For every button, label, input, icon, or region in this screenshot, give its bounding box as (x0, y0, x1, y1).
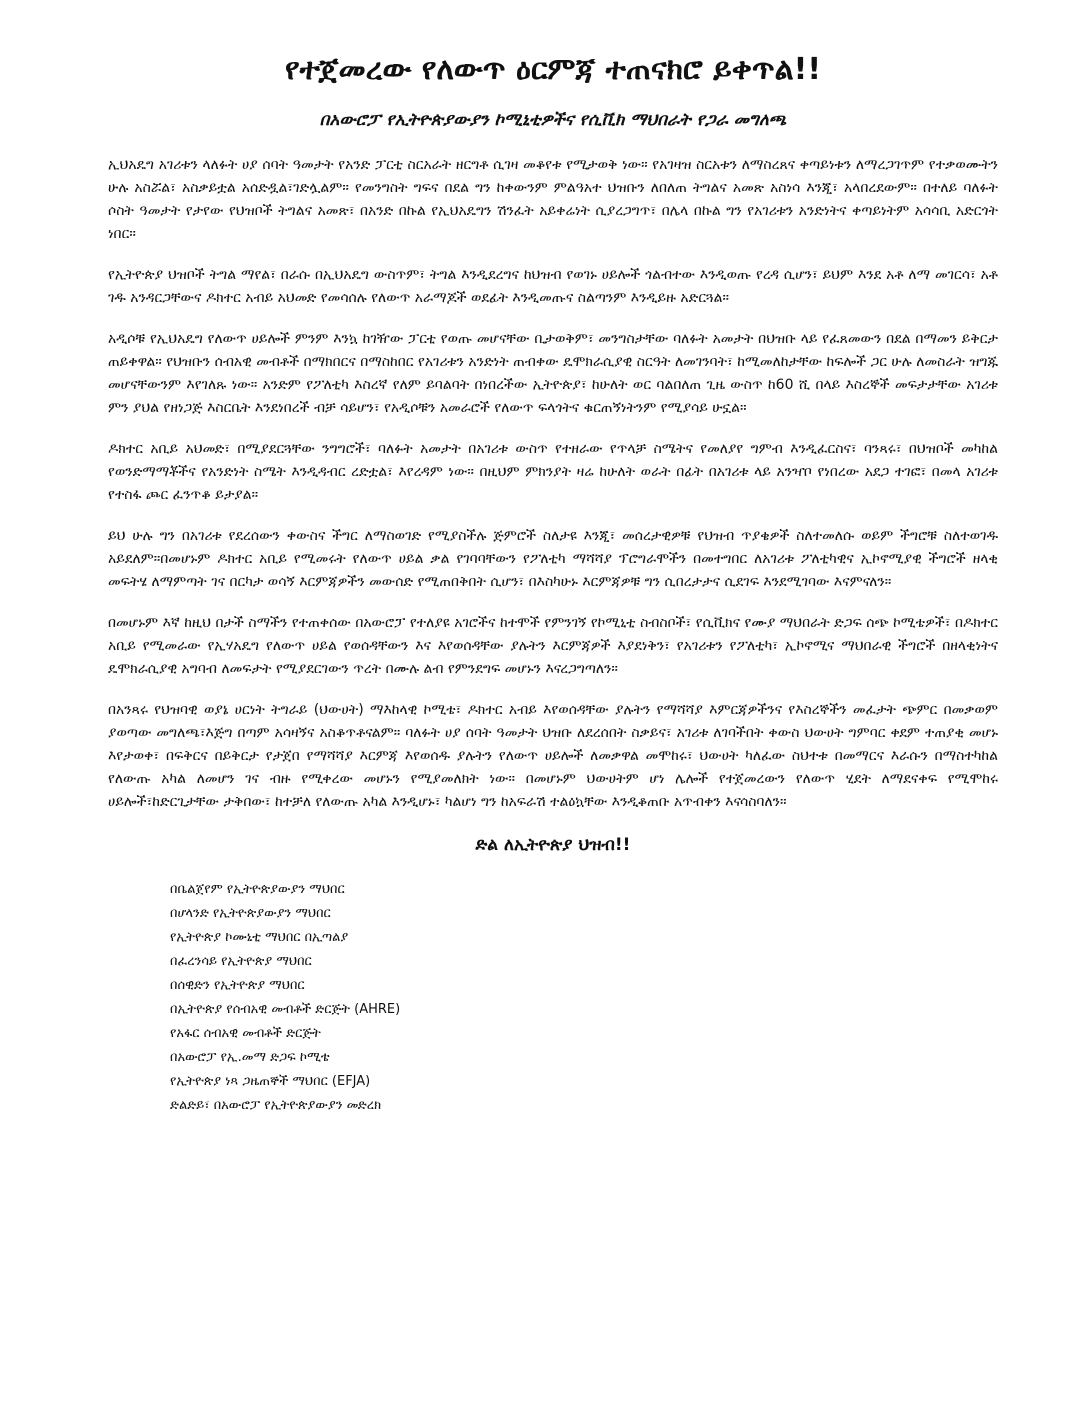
signatory-item: ድልድይ፣ በአውሮፓ የኢትዮጵያውያን መድረክ (170, 1098, 382, 1113)
signatory-item: የአፋር ሰብአዊ መብቶች ድርጅት (170, 1026, 321, 1041)
paragraph-6: በመሆኑም እኛ ከዚህ በታች ስማችን የተጠቀሰው በአውሮፓ የተለያዩ አገሮችና ከተሞች የምንገኝ የኮሚኒቲ ስብስቦች፣ የሲቪክና የሙያ ማህበራት ድጋፍ ሰጭ ኮሚቴዎች፣ በዶክተር አቢይ የሚመራው የኢሃአዴግ የለውጥ ሀይል የወሰዳቸውን እና እየወሰዳቸው ያሉትን እርምጃዎች እያደነቅን፣ የአገሪቱን የፖለቲካ፣ ኢኮኖሚና ማህበራዊ ችግሮች በዘላቂነትና ዴሞክራሲያዊ አግባብ ለመፍታት የሚያደርገውን ጥረት በሙሉ ልብ የምንደግፍ መሆኑን እናረጋግጣለን። (108, 615, 998, 677)
signatory-item: በቤልጀየም የኢትዮጵያውያን ማህበር (170, 882, 345, 897)
signatory-list (108, 878, 998, 1118)
signatory-item: በሆላንድ የኢትዮጵያውያን ማህበር (170, 906, 331, 921)
signatory-item: በአውሮፓ የኢ.መማ ድጋፍ ኮሚቴ (170, 1050, 330, 1065)
paragraph-2: የኢትዮጵያ ህዝቦች ትግል ማየል፣ በራሱ በኢህአዴግ ውስጥም፣ ትግል እንዲደረግና ከህዝብ የወገኑ ሀይሎች ጎልብተው እንዲወጡ የረዳ ሲሆን፣ ይህም እንደ አቶ ለማ መገርሳ፣ አቶ ገዱ አንዳርጋቸውና ዶክተር አብይ አህመድ የመሳሰሉ የለውጥ አራማጆች ወደፊት እንዲመጡና ስልጣንም እንዲይዙ አድርጓል። (108, 267, 998, 306)
signatory-item: በኢትዮጵያ የሰብአዊ መብቶች ድርጅት (AHRE) (170, 1002, 401, 1017)
paragraph-5: ይህ ሁሉ ግን በአገሪቱ የደረሰውን ቀውስና ችግር ለማስወገድ የሚያስችሉ ጅምሮች ስለታዩ እንጂ፣ መሰረታዊዎቹ የህዝብ ጥያቄዎች ስለተመለሱ ወይም ችግሮቹ ስለተወገዱ አይደለም።በመሆኑም ዶክተር አቢይ የሚመሩት የለውጥ ሀይል ቃል የገባባቸውን የፖለቲካ ማሻሻያ ፕሮግራሞችን በመተግበር ለአገሪቱ ፖለቲካዊና ኢኮኖሚያዊ ችግሮች ዘላቂ መፍትሄ ለማምጣት ገና በርካታ ወሳኝ እርምጃዎችን መውሰድ የሚጠበቅበት ሲሆን፣ በእስካሁኑ እርምጃዎቹ ግን ሲበረታታና ሲደገፍ እንደሚገባው እናምናለን። (108, 528, 998, 590)
closing-slogan: ድል ለኢትዮጵያ ህዝብ!! (475, 835, 631, 855)
page-subtitle: በአውሮፓ የኢትዮጵያውያን ኮሚኒቲዎችና የሲቪክ ማህበራት የጋራ መግለጫ (319, 110, 787, 130)
paragraph-1: ኢህአዴግ አገሪቱን ላለፉት ሀያ ሰባት ዓመታት የአንድ ፓርቲ ስርአራት ዘርግቶ ሲገዛ መቆየቱ የሚታወቅ ነው። የአገዛዝ ስርአቱን ለማስረጸና ቀጣይነቱን ለማረጋገጥም የተቃወሙትን ሁሉ አስሯል፣ አስቃይቷል አሰድዷል፣ገድሏልም። የመንግስት ግፍና በደል ግን ከቀውንም ምልዓአተ ህዝቡን ለበለጠ ትግልና አመጽ አስነሳ እንጂ፣ አላበረደውም። በተለይ ባለፉት ሶስት ዓመታት የታየው የህዝቦች ትግልና አመጽ፣ በአንድ በኩል የኢህአዴግን ሽንፈት አይቀሬነት ሲያረጋግጥ፣ በሌላ በኩል ግን የአገሪቱን አንድነትና ቀጣይነትም አሳሳቢ አድርጎት ነበር። (108, 157, 998, 242)
signatory-item: የኢትዮጵያ ኮሙኒቲ ማህበር በኢጣልያ (170, 930, 349, 945)
page-title: የተጀመረው የለውጥ ዕርምጃ ተጠናክሮ ይቀጥል!! (284, 52, 822, 87)
signatory-item: በሰዊድን የኢትዮጵያ ማህበር (170, 978, 305, 993)
paragraph-7: በአንጻሩ የህዝባዊ ወያኔ ሀርነት ትግራይ (ህውሀት) ማእከላዊ ኮሚቴ፣ ዶክተር አብይ እየወሰዳቸው ያሉትን የማሻሻያ እምርጃዎችንና የእስረኞችን መፈታት ጭምር በመቃወም ያወጣው መግለጫ፣እጅግ በጣም አሳዛኝና አስቆጥቶናልም። ባለፉት ሀያ ሰባት ዓመታት ህዝቡ ለደረሰበት ስቃይና፣ አገሪቱ ለገባችበት ቀውስ ህውሀት ግምባር ቀደም ተጠያቂ መሆኑ እየታወቀ፣ በፍቅርና በይቅርታ የታጀበ የማሻሻያ እርምጃ እየወሰዱ ያሉትን የለውጥ ሀይሎች ለመቃዋል መሞከሩ፣ ህውሀት ካለፈው ስህተቱ በመማርና እራሱን በማስተካከል የለውጡ አካል ለመሆን ገና ብዙ የሚቀረው መሆኑን የሚያመለክት ነው። በመሆኑም ህውሀትም ሆነ ሌሎች የተጀመረውን የለውጥ ሂደት ለማደናቀፍ የሚሞከሩ ሀይሎች፣ከድርጊታቸው ታቅበው፣ ከተቻለ የለውጡ አካል እንዲሆኑ፣ ካልሆነ ግን ከአፍራሽ ተልዕኳቸው እንዲቆጠቡ አጥብቀን እናሳስባለን። (108, 702, 998, 810)
signatory-item: በፈረንሳይ የኢትዮጵያ ማህበር (170, 954, 312, 969)
signatory-item: የኢትዮጵያ ነጻ ጋዜጠኞች ማህበር (EFJA) (170, 1074, 371, 1089)
paragraph-3: አዲሶቹ የኢህአዴግ የለውጥ ሀይሎች ምንም እንኳ ከገዥው ፓርቲ የወጡ መሆናቸው ቢታወቅም፣ መንግስታቸው ባለፉት አመታት በህዝቡ ላይ የፈጸመውን በደል በማመን ይቅርታ ጠይቀዋል። የህዝቡን ሰብአዊ መብቶች በማክበርና በማስከበር የአገሪቱን አንድነት ጠብቀው ዴሞክራሲያዊ ስርዓት ለመገንባት፣ ከሚመለከታቸው ከፍሎች ጋር ሁሉ ለመስራት ዝግጁ መሆናቸውንም እየገለጹ ነው። አንድም የፖለቲካ እስረኛ የለም ይባልባት በነበረችው ኢትዮጵያ፣ ከሁለት ወር ባልበለጠ ጊዜ ውስጥ ከ60 ሺ በላይ እስረኞች መፍታታቸው አገሪቱ ምን ያህል የዘነጋጅ እስርቤት እንደነበረች ብቻ ሳይሆን፣ የአዲሶቹን አመራሮች የለውጥ ፍላጎትና ቁርጠኝነትንም የሚያሳይ ሁኗል። (108, 331, 998, 416)
paragraph-4: ዶክተር አቢይ አህመድ፣ በሚያደርጓቸው ንግግሮች፣ ባለፉት አመታት በአገሪቱ ውስጥ የተዘራው የጥላቻ ስሜትና የመለያየ ግምብ እንዲፈርስና፣ ባንጻሩ፣ በህዝቦች መካከል የወንድማማቾችና የአንድነት ስሜት እንዲዳብር ረድቷል፣ እየረዳም ነው። በዚህም ምክንያት ዛሬ ከሁለት ወራት በፊት በአገሪቱ ላይ አንዣቦ የነበረው አደጋ ተገፎ፣ በመላ አገሪቱ የተስፋ ጮር ፈንጥቆ ይታያል። (108, 441, 998, 503)
